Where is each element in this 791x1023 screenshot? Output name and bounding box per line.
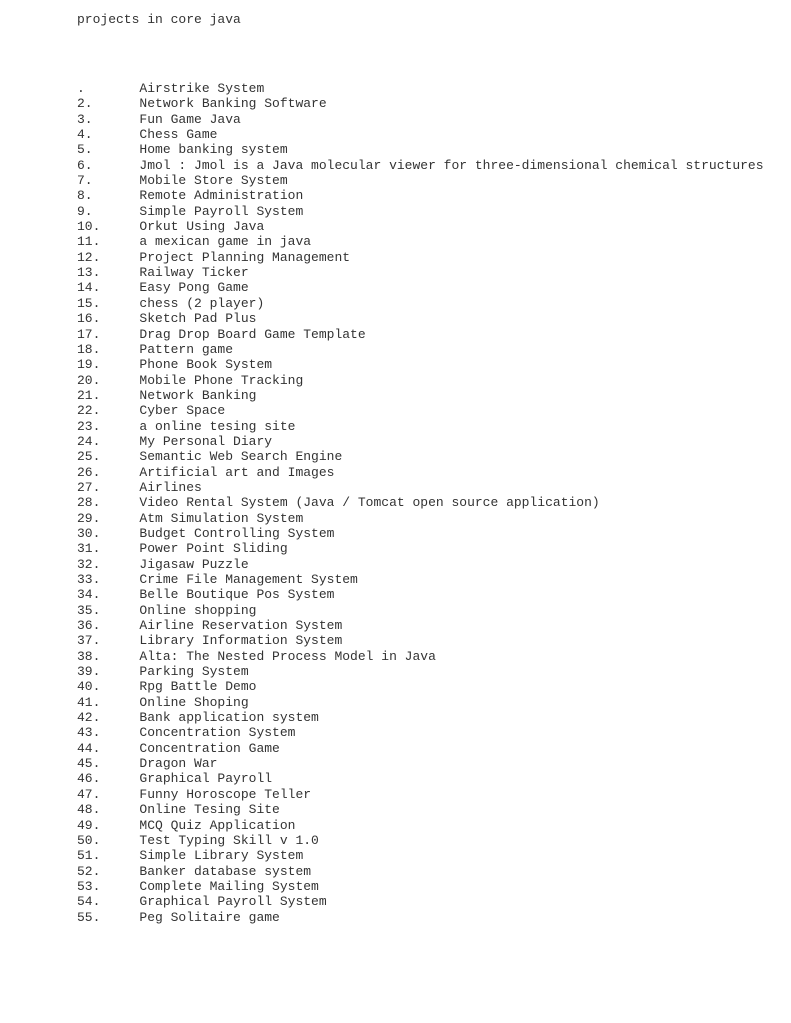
list-item-number: 41. <box>77 694 140 710</box>
list-item <box>77 802 777 817</box>
list-item-number: 4. <box>77 127 140 143</box>
list-item <box>77 587 777 602</box>
list-item <box>77 234 777 249</box>
list-item-number: 10. <box>77 219 140 235</box>
list-item-number: 17. <box>77 326 140 342</box>
list-item <box>77 388 777 403</box>
list-item <box>77 280 777 295</box>
list-item-text: Orkut Using Java <box>139 219 265 235</box>
list-item <box>77 188 777 203</box>
list-item-text: Network Banking Software <box>139 96 327 112</box>
list-item-text: Airstrike System <box>139 81 265 96</box>
list-item-text: Library Information System <box>139 633 343 649</box>
list-item <box>77 127 777 142</box>
list-item-number: 42. <box>77 710 140 726</box>
list-item-number: 27. <box>77 479 140 495</box>
list-item-text: Parking System <box>139 664 249 680</box>
list-item-number: 32. <box>77 556 140 572</box>
list-item-text: Atm Simulation System <box>139 510 304 526</box>
list-item-text: Alta: The Nested Process Model in Java <box>139 648 436 664</box>
list-item-text: Budget Controlling System <box>139 525 335 541</box>
list-item-number: 45. <box>77 756 140 772</box>
list-item-number: 7. <box>77 173 140 189</box>
list-item <box>77 526 777 541</box>
list-item-number: 30. <box>77 525 140 541</box>
list-item <box>77 250 777 265</box>
list-item-number: 33. <box>77 572 140 587</box>
list-item-number: 22. <box>77 403 140 419</box>
list-item-text: Mobile Store System <box>139 173 288 189</box>
list-item <box>77 695 777 710</box>
list-item-text: Online shopping <box>139 602 257 618</box>
list-item-number: 43. <box>77 725 140 741</box>
list-item <box>77 572 777 587</box>
list-item-text: Peg Solitaire game <box>139 909 280 925</box>
list-item <box>77 296 777 311</box>
list-item-number: 49. <box>77 817 140 833</box>
document-title: projects in core java <box>77 12 241 27</box>
list-item-text: Pattern game <box>139 341 234 357</box>
list-item-text: Easy Pong Game <box>139 280 249 296</box>
list-item-number: 12. <box>77 249 140 265</box>
list-item-text: Power Point Sliding <box>139 541 288 557</box>
list-item <box>77 327 777 342</box>
list-item-number: 46. <box>77 771 140 787</box>
list-item <box>77 511 777 526</box>
list-item <box>77 357 777 372</box>
list-item-text: Fun Game Java <box>139 111 241 127</box>
list-item <box>77 96 777 111</box>
list-item <box>77 603 777 618</box>
list-item-text: Banker database system <box>139 863 312 879</box>
list-item-text: Simple Library System <box>139 848 304 864</box>
list-item-number: 31. <box>77 541 140 557</box>
list-item-text: Complete Mailing System <box>139 878 319 894</box>
list-item-number: 55. <box>77 909 140 925</box>
list-item-text: Semantic Web Search Engine <box>139 449 343 465</box>
list-item-text: Airlines <box>139 479 202 495</box>
list-item-text: Phone Book System <box>139 357 273 373</box>
list-item <box>77 679 777 694</box>
list-item <box>77 848 777 863</box>
list-item-number: 54. <box>77 894 140 910</box>
list-item <box>77 449 777 464</box>
list-item-text: Cyber Space <box>139 403 226 419</box>
list-item <box>77 495 777 510</box>
list-item <box>77 173 777 188</box>
list-item-number: 6. <box>77 157 140 173</box>
list-item-number: 18. <box>77 341 140 357</box>
list-item-text: Online Tesing Site <box>139 802 280 818</box>
list-item <box>77 265 777 280</box>
list-item <box>77 618 777 633</box>
list-item-number: 28. <box>77 495 140 511</box>
list-item <box>77 342 777 357</box>
list-item-text: Belle Boutique Pos System <box>139 587 335 603</box>
list-item-number: 23. <box>77 418 140 434</box>
list-item <box>77 879 777 894</box>
list-item-text: Home banking system <box>139 142 288 158</box>
list-item-text: Crime File Management System <box>139 572 358 587</box>
list-item-text: Video Rental System (Java / Tomcat open source application) <box>139 495 600 511</box>
list-item-text: Sketch Pad Plus <box>139 311 257 327</box>
list-item-text: Network Banking <box>139 387 257 403</box>
list-item <box>77 710 777 725</box>
list-item <box>77 403 777 418</box>
list-item <box>77 633 777 648</box>
list-item-text: Concentration System <box>139 725 296 741</box>
list-item-text: Simple Payroll System <box>139 203 304 219</box>
list-item-number: 13. <box>77 265 140 281</box>
list-item-text: Drag Drop Board Game Template <box>139 326 366 342</box>
list-item-text: Project Planning Management <box>139 249 351 265</box>
list-item-number: 34. <box>77 587 140 603</box>
list-item-number: 3. <box>77 111 140 127</box>
list-item-number: 11. <box>77 234 140 250</box>
list-item-number: 14. <box>77 280 140 296</box>
list-item-text: Graphical Payroll <box>139 771 273 787</box>
list-item-number: 2. <box>77 96 140 112</box>
list-item <box>77 649 777 664</box>
document-page <box>77 11 777 925</box>
list-item-number: 40. <box>77 679 140 695</box>
list-item <box>77 465 777 480</box>
list-item-number: 15. <box>77 295 140 311</box>
list-item-text: Test Typing Skill v 1.0 <box>139 832 319 848</box>
list-item-number: 44. <box>77 740 140 756</box>
list-item <box>77 771 777 786</box>
list-item <box>77 864 777 879</box>
list-item <box>77 557 777 572</box>
list-item-text: Artificial art and Images <box>139 464 335 480</box>
list-item-number: 37. <box>77 633 140 649</box>
list-item-number: 24. <box>77 433 140 449</box>
list-item <box>77 311 777 326</box>
list-item-number: . <box>77 81 140 96</box>
list-item <box>77 142 777 157</box>
list-item-text: Rpg Battle Demo <box>139 679 257 695</box>
list-item <box>77 833 777 848</box>
list-item-number: 50. <box>77 832 140 848</box>
list-item-number: 20. <box>77 372 140 388</box>
list-item-text: Chess Game <box>139 127 218 143</box>
list-item-number: 9. <box>77 203 140 219</box>
list-item <box>77 158 777 173</box>
list-item-number: 35. <box>77 602 140 618</box>
list-item-number: 38. <box>77 648 140 664</box>
list-item-number: 21. <box>77 387 140 403</box>
list-item-text: Railway Ticker <box>139 265 249 281</box>
list-item-text: Graphical Payroll System <box>139 894 327 910</box>
list-item <box>77 894 777 909</box>
list-item-number: 36. <box>77 618 140 634</box>
list-item <box>77 434 777 449</box>
list-item <box>77 910 777 925</box>
list-item-number: 53. <box>77 878 140 894</box>
list-item-number: 47. <box>77 786 140 802</box>
list-item-text: My Personal Diary <box>139 433 273 449</box>
list-item-number: 5. <box>77 142 140 158</box>
list-item <box>77 787 777 802</box>
list-item-number: 26. <box>77 464 140 480</box>
list-item-number: 8. <box>77 188 140 204</box>
list-item-text: Airline Reservation System <box>139 618 343 634</box>
list-item-text: Funny Horoscope Teller <box>139 786 312 802</box>
list-item <box>77 541 777 556</box>
list-item-text: Remote Administration <box>139 188 304 204</box>
list-item-text: Dragon War <box>139 756 218 772</box>
list-item-text: Jigasaw Puzzle <box>139 556 249 572</box>
list-item <box>77 219 777 234</box>
list-item-text: Bank application system <box>139 710 319 726</box>
list-item <box>77 725 777 740</box>
list-item <box>77 112 777 127</box>
list-item-text: Online Shoping <box>139 694 249 710</box>
list-item-number: 51. <box>77 848 140 864</box>
list-item-number: 19. <box>77 357 140 373</box>
list-item <box>77 664 777 679</box>
list-item-number: 52. <box>77 863 140 879</box>
list-item <box>77 373 777 388</box>
list-item-text: Concentration Game <box>139 740 280 756</box>
list-item <box>77 204 777 219</box>
list-item <box>77 756 777 771</box>
list-item-text: Jmol : Jmol is a Java molecular viewer for three-dimensional chemical structures <box>139 157 764 173</box>
list-item-text: MCQ Quiz Application <box>139 817 296 833</box>
list-item-text: chess (2 player) <box>139 295 265 311</box>
list-item <box>77 818 777 833</box>
list-item <box>77 741 777 756</box>
list-item-number: 29. <box>77 510 140 526</box>
list-item-text: Mobile Phone Tracking <box>139 372 304 388</box>
list-item-number: 48. <box>77 802 140 818</box>
list-item <box>77 480 777 495</box>
project-list <box>77 81 777 925</box>
list-item <box>77 81 777 96</box>
list-item-text: a online tesing site <box>139 418 296 434</box>
list-item-number: 39. <box>77 664 140 680</box>
list-item-text: a mexican game in java <box>139 234 312 250</box>
list-item-number: 25. <box>77 449 140 465</box>
list-item <box>77 419 777 434</box>
list-item-number: 16. <box>77 311 140 327</box>
